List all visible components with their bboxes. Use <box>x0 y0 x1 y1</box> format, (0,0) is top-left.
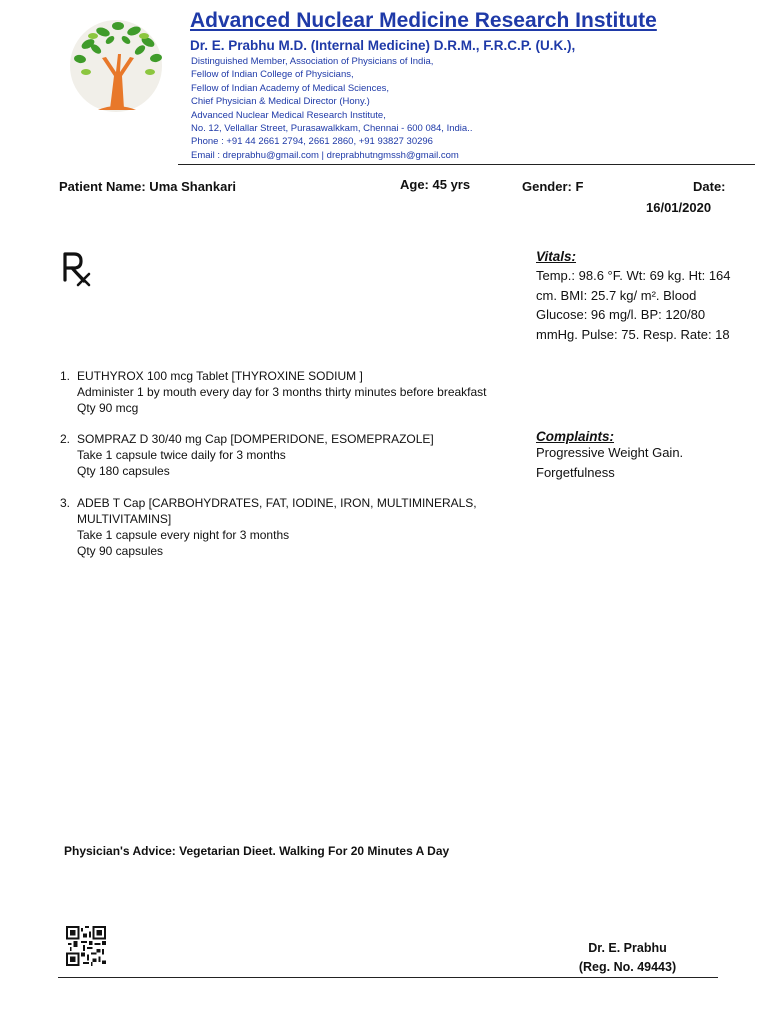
medication-name: EUTHYROX 100 mcg Tablet [THYROXINE SODIUM ] <box>77 369 363 383</box>
credential-line: Fellow of Indian College of Physicians, <box>191 69 354 81</box>
medication-name: SOMPRAZ D 30/40 mg Cap [DOMPERIDONE, ESOMEPRAZOLE] <box>77 432 434 446</box>
medication-number: 3. <box>60 496 71 510</box>
footer-divider <box>58 977 718 978</box>
institute-title: Advanced Nuclear Medicine Research Institute <box>190 9 657 32</box>
complaint-item: Forgetfulness <box>536 465 615 480</box>
medication-quantity: Qty 90 capsules <box>77 544 164 558</box>
tree-logo-icon <box>58 14 174 114</box>
doctor-name: Dr. E. Prabhu <box>588 941 667 955</box>
medication-item <box>60 368 520 416</box>
medication-item <box>60 431 520 479</box>
complaints-list <box>536 443 683 483</box>
patient-gender: Gender: F <box>522 179 584 194</box>
complaint-item: Progressive Weight Gain. <box>536 445 684 460</box>
medication-quantity: Qty 180 capsules <box>77 464 170 478</box>
credential-line: Chief Physician & Medical Director (Hony.) <box>191 96 370 108</box>
credentials-block <box>191 55 472 162</box>
credential-line: Distinguished Member, Association of Physicians of India, <box>191 56 434 67</box>
complaints-heading: Complaints: <box>536 429 615 444</box>
patient-age: Age: 45 yrs <box>400 177 471 192</box>
medication-number: 1. <box>60 369 71 383</box>
doctor-qualifications: Dr. E. Prabhu M.D. (Internal Medicine) D.R.M., F.R.C.P. (U.K.), <box>190 38 576 53</box>
medication-dosage: Administer 1 by mouth every day for 3 months thirty minutes before breakfast <box>77 385 487 399</box>
medication-dosage: Take 1 capsule every night for 3 months <box>77 528 290 542</box>
email-line: Email : dreprabhu@gmail.com | dreprabhutngmssh@gmail.com <box>191 149 459 161</box>
vitals-heading: Vitals: <box>536 249 577 264</box>
date-label: Date: <box>693 179 726 194</box>
medication-dosage: Take 1 capsule twice daily for 3 months <box>77 448 286 462</box>
prescription-date: 16/01/2020 <box>646 200 712 215</box>
vitals-text: Temp.: 98.6 °F. Wt: 69 kg. Ht: 164 cm. BMI: 25.7 kg/ m². Blood Glucose: 96 mg/l. BP: 120/80 mmHg. Pulse: 75. Resp. Rate: 18 <box>536 268 731 342</box>
credential-line: Fellow of Indian Academy of Medical Sciences, <box>191 82 390 94</box>
credential-line: Advanced Nuclear Medical Research Institute, <box>191 109 386 121</box>
medication-number: 2. <box>60 432 71 446</box>
physician-advice: Physician's Advice: Vegetarian Dieet. Walking For 20 Minutes A Day <box>64 844 450 858</box>
qr-code-icon <box>66 926 106 966</box>
medication-quantity: Qty 90 mcg <box>77 401 139 415</box>
registration-number: (Reg. No. 49443) <box>578 960 677 974</box>
signature-block <box>565 939 690 977</box>
medication-name: ADEB T Cap [CARBOHYDRATES, FAT, IODINE, IRON, MULTIMINERALS, MULTIVITAMINS] <box>77 496 477 526</box>
patient-name: Patient Name: Uma Shankari <box>59 179 237 194</box>
address-line: No. 12, Vellallar Street, Purasawalkkam, Chennai - 600 084, India.. <box>191 123 473 135</box>
phone-line: Phone : +91 44 2661 2794, 2661 2860, +91 93827 30296 <box>191 136 433 148</box>
medication-item <box>60 495 490 559</box>
rx-symbol-icon <box>62 248 92 288</box>
header-divider <box>178 164 755 165</box>
